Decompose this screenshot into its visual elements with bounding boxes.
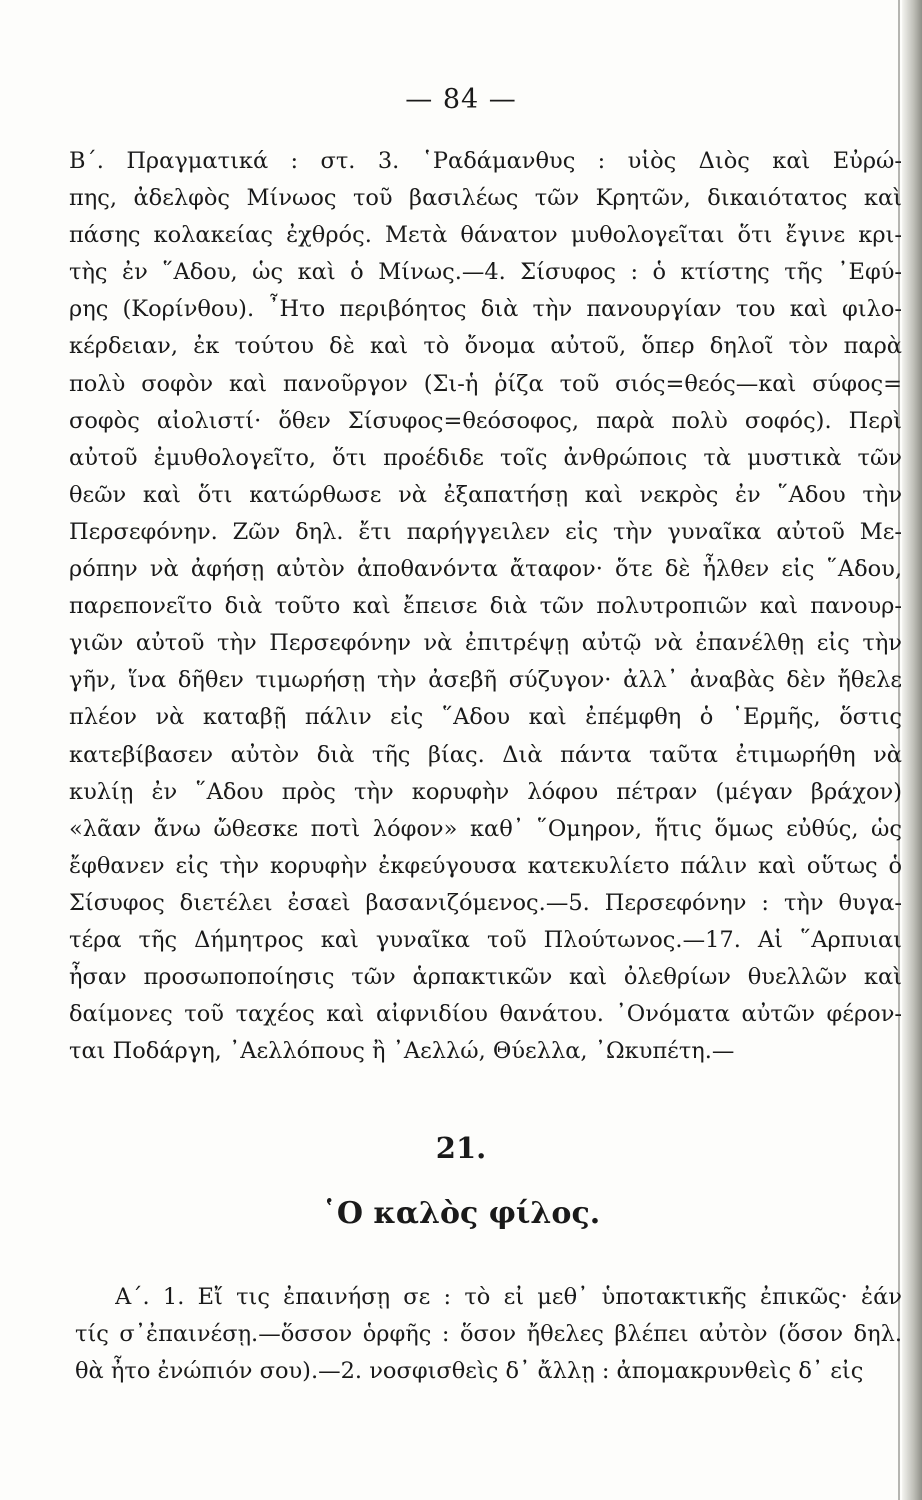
commentary-line: ἔφθανεν εἰς τὴν κορυφὴν ἐκφεύγουσα κατεκυλίετο πάλιν καὶ οὕτως ὁ [69,852,902,879]
commentary-line: ρόπην νὰ ἀφήσῃ αὐτὸν ἀποθανόντα ἄταφον· ὅτε δὲ ἦλθεν εἰς ῞Αδου, [69,556,902,583]
note-line: θὰ ἦτο ἐνώπιόν σου).—2. νοσφισθεὶς δ᾿ ἄλλῃ : ἀπομακρυνθεὶς δ᾿ εἰς [75,1358,864,1384]
commentary-line: αὐτοῦ ἐμυθολογεῖτο, ὅτι προέδιδε τοῖς ἀνθρώποις τὰ μυστικὰ τῶν [69,444,902,471]
commentary-line: κατεβίβασεν αὐτὸν διὰ τῆς βίας. Διὰ πάντα ταῦτα ἐτιμωρήθη νὰ [69,741,902,768]
commentary-line: πης, ἀδελφὸς Μίνωος τοῦ βασιλέως τῶν Κρητῶν, δικαιότατος καὶ [69,185,902,212]
commentary-line: ται Ποδάργη, ᾿Αελλόπους ἢ ᾿Αελλώ, Θύελλα, ᾿Ωκυπέτη.— [69,1038,735,1065]
commentary-line: ἦσαν προσωποποίησις τῶν ἁρπακτικῶν καὶ ὀλεθρίων θυελλῶν καὶ [69,964,902,991]
commentary-line: σοφὸς αἰολιστί· ὅθεν Σίσυφος=θεόσοφος, παρὰ πολὺ σοφός). Περὶ [69,407,902,434]
note-line: τίς σ᾿ἐπαινέσῃ.—ὅσσον ὁρφῆς : ὅσον ἤθελες βλέπει αὐτὸν (ὅσον δηλ. [75,1321,902,1347]
commentary-text [69,143,902,1070]
notes-text [75,1279,902,1390]
commentary-line: θεῶν καὶ ὅτι κατώρθωσε νὰ ἐξαπατήσῃ καὶ νεκρὸς ἐν ῞Αδου τὴν [69,481,902,508]
commentary-line: Σίσυφος διετέλει ἐσαεὶ βασανιζόμενος.—5. Περσεφόνην : τὴν θυγα- [69,889,902,916]
commentary-line: «λᾶαν ἄνω ὤθεσκε ποτὶ λόφον» καθ᾿ ῞Ομηρον, ἥτις ὅμως εὐθύς, ὡς [69,815,902,842]
page-number: — 84 — [405,84,517,115]
commentary-line: κέρδειαν, ἐκ τούτου δὲ καὶ τὸ ὄνομα αὐτοῦ, ὅπερ δηλοῖ τὸν παρὰ [69,333,902,360]
commentary-line: Περσεφόνην. Ζῶν δηλ. ἔτι παρήγγειλεν εἰς τὴν γυναῖκα αὐτοῦ Με- [69,518,902,545]
commentary-line: γῆν, ἵνα δῆθεν τιμωρήσῃ τὴν ἀσεβῆ σύζυγον· ἀλλ᾿ ἀναβὰς δὲν ἤθελε [69,667,902,694]
commentary-line: δαίμονες τοῦ ταχέος καὶ αἰφνιδίου θανάτου. ᾿Ονόματα αὐτῶν φέρον- [69,1001,902,1028]
commentary-line: πάσης κολακείας ἐχθρός. Μετὰ θάνατον μυθολογεῖται ὅτι ἔγινε κρι- [69,222,902,249]
commentary-line: κυλίῃ ἐν ῞Αδου πρὸς τὴν κορυφὴν λόφου πέτραν (μέγαν βράχον) [69,778,902,805]
commentary-line: παρεπονεῖτο διὰ τοῦτο καὶ ἔπεισε διὰ τῶν πολυτροπιῶν καὶ πανουρ- [69,593,902,620]
commentary-line: Β΄. Πραγματικά : στ. 3. ῾Ραδάμανθυς : υἱὸς Διὸς καὶ Εὐρώ- [69,148,902,174]
note-line: Α΄. 1. Εἴ τις ἐπαινήσῃ σε : τὸ εἰ μεθ᾿ ὑποτακτικῆς ἐπικῶς· ἐάν [115,1284,902,1310]
commentary-line: ρης (Κορίνθου). ῏Ητο περιβόητος διὰ τὴν πανουργίαν του καὶ φιλο- [69,296,902,323]
section-title: ῾Ο καλὸς φίλος. [321,1196,601,1231]
commentary-line: τέρα τῆς Δήμητρος καὶ γυναῖκα τοῦ Πλούτωνος.—17. Αἱ ῞Αρπυιαι [69,926,902,953]
commentary-line: πολὺ σοφὸν καὶ πανοῦργον (Σι-ἡ ῥίζα τοῦ σιός=θεός—καὶ σύφος= [69,370,902,397]
section-number: 21. [435,1131,487,1165]
commentary-line: γιῶν αὐτοῦ τὴν Περσεφόνην νὰ ἐπιτρέψῃ αὐτῷ νὰ ἐπανέλθῃ εἰς τὴν [69,630,902,657]
commentary-line: πλέον νὰ καταβῇ πάλιν εἰς ῞Αδου καὶ ἐπέμφθη ὁ ῾Ερμῆς, ὅστις [69,704,902,731]
commentary-line: τὴς ἐν ῞Αδου, ὡς καὶ ὁ Μίνως.—4. Σίσυφος : ὁ κτίστης τῆς ᾿Εφύ- [69,259,902,286]
page-edge-shadow [902,0,922,1500]
